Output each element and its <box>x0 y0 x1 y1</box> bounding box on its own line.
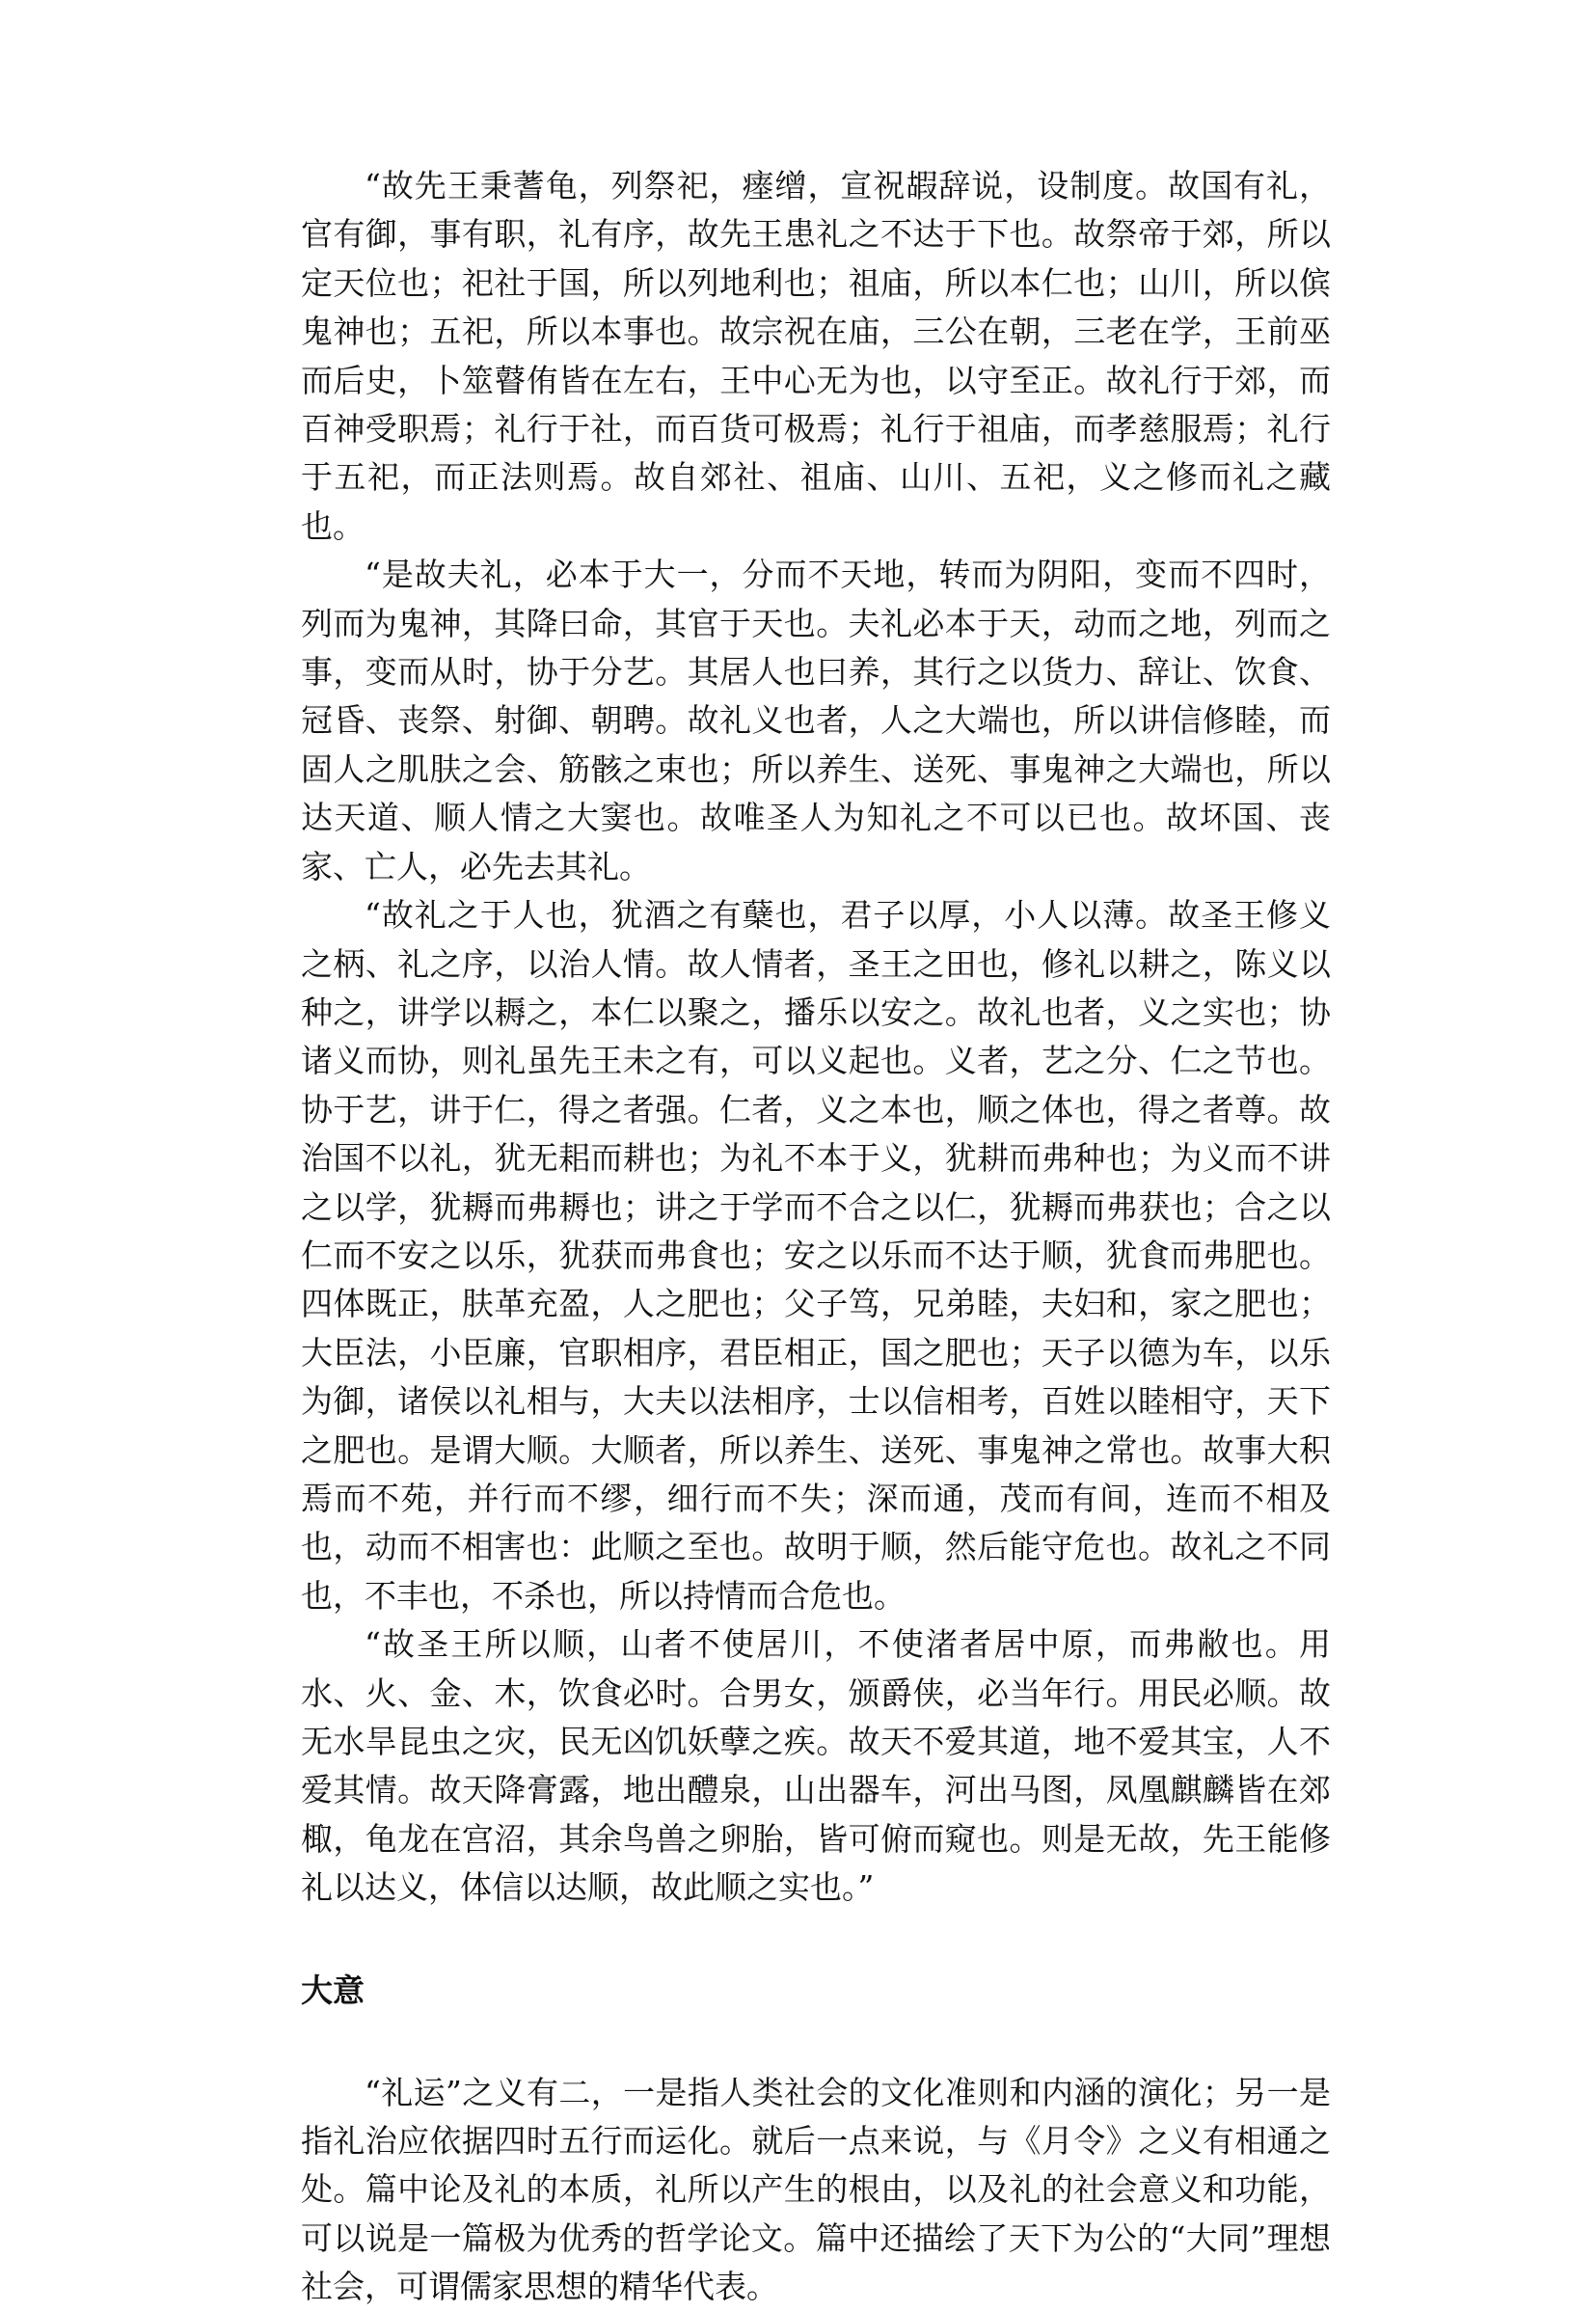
body-paragraph-3: “故礼之于人也，犹酒之有蘖也，君子以厚，小人以薄。故圣王修义之柄、礼之序，以治人情。故人情者，圣王之田也，修礼以耕之，陈义以种之，讲学以耨之，本仁以聚之，播乐以安之。故礼也者，义之实也；协诸义而协，则礼虽先王未之有，可以义起也。义者，艺之分、仁之节也。协于艺，讲于仁，得之者强。仁者，义之本也，顺之体也，得之者尊。故治国不以礼，犹无耜而耕也；为礼不本于义，犹耕而弗种也；为义而不讲之以学，犹耨而弗耨也；讲之于学而不合之以仁，犹耨而弗获也；合之以仁而不安之以乐，犹获而弗食也；安之以乐而不达于顺，犹食而弗肥也。四体既正，肤革充盈，人之肥也；父子笃，兄弟睦，夫妇和，家之肥也；大臣法，小臣廉，官职相序，君臣相正，国之肥也；天子以德为车，以乐为御，诸侯以礼相与，大夫以法相序，士以信相考，百姓以睦相守，天下之肥也。是谓大顺。大顺者，所以养生、送死、事鬼神之常也。故事大积焉而不苑，并行而不缪，细行而不失；深而通，茂而有间，连而不相及也，动而不相害也：此顺之至也。故明于顺，然后能守危也。故礼之不同也，不丰也，不杀也，所以持情而合危也。 <box>301 896 1331 1615</box>
body-paragraph-4: “故圣王所以顺，山者不使居川，不使渚者居中原，而弗敝也。用水、火、金、木，饮食必时。合男女，颁爵侠，必当年行。用民必顺。故无水旱昆虫之灾，民无凶饥妖孽之疾。故天不爱其道，地不爱其宝，人不爱其情。故天降膏露，地出醴泉，山出器车，河出马图，凤凰麒麟皆在郊棷，龟龙在宫沼，其余鸟兽之卵胎，皆可俯而窥也。则是无故，先王能修礼以达义，体信以达顺，故此顺之实也。” <box>301 1625 1331 1907</box>
body-paragraph-2: “是故夫礼，必本于大一，分而不天地，转而为阴阳，变而不四时，列而为鬼神，其降曰命，其官于天也。夫礼必本于天，动而之地，列而之事，变而从时，协于分艺。其居人也曰养，其行之以货力、辞让、饮食、冠昏、丧祭、射御、朝聘。故礼义也者，人之大端也，所以讲信修睦，而固人之肌肤之会、筋骸之束也；所以养生、送死、事鬼神之大端也，所以达天道、顺人情之大窦也。故唯圣人为知礼之不可以已也。故坏国、丧家、亡人，必先去其礼。 <box>301 556 1331 885</box>
document-body <box>301 162 1331 2312</box>
summary-paragraph: “礼运”之义有二，一是指人类社会的文化准则和内涵的演化；另一是指礼治应依据四时五行而运化。就后一点来说，与《月令》之义有相通之处。篇中论及礼的本质，礼所以产生的根由，以及礼的社会意义和功能，可以说是一篇极为优秀的哲学论文。篇中还描绘了天下为公的“大同”理想社会，可谓儒家思想的精华代表。 <box>301 2073 1331 2306</box>
section-heading: 大意 <box>301 1971 365 2009</box>
body-paragraph-1: “故先王秉蓍龟，列祭祀，瘗缯，宣祝嘏辞说，设制度。故国有礼，官有御，事有职，礼有序，故先王患礼之不达于下也。故祭帝于郊，所以定天位也；祀社于国，所以列地利也；祖庙，所以本仁也；山川，所以傧鬼神也；五祀，所以本事也。故宗祝在庙，三公在朝，三老在学，王前巫而后史，卜筮瞽侑皆在左右，王中心无为也，以守至正。故礼行于郊，而百神受职焉；礼行于社，而百货可极焉；礼行于祖庙，而孝慈服焉；礼行于五祀，而正法则焉。故自郊社、祖庙、山川、五祀，义之修而礼之藏也。 <box>301 167 1331 545</box>
